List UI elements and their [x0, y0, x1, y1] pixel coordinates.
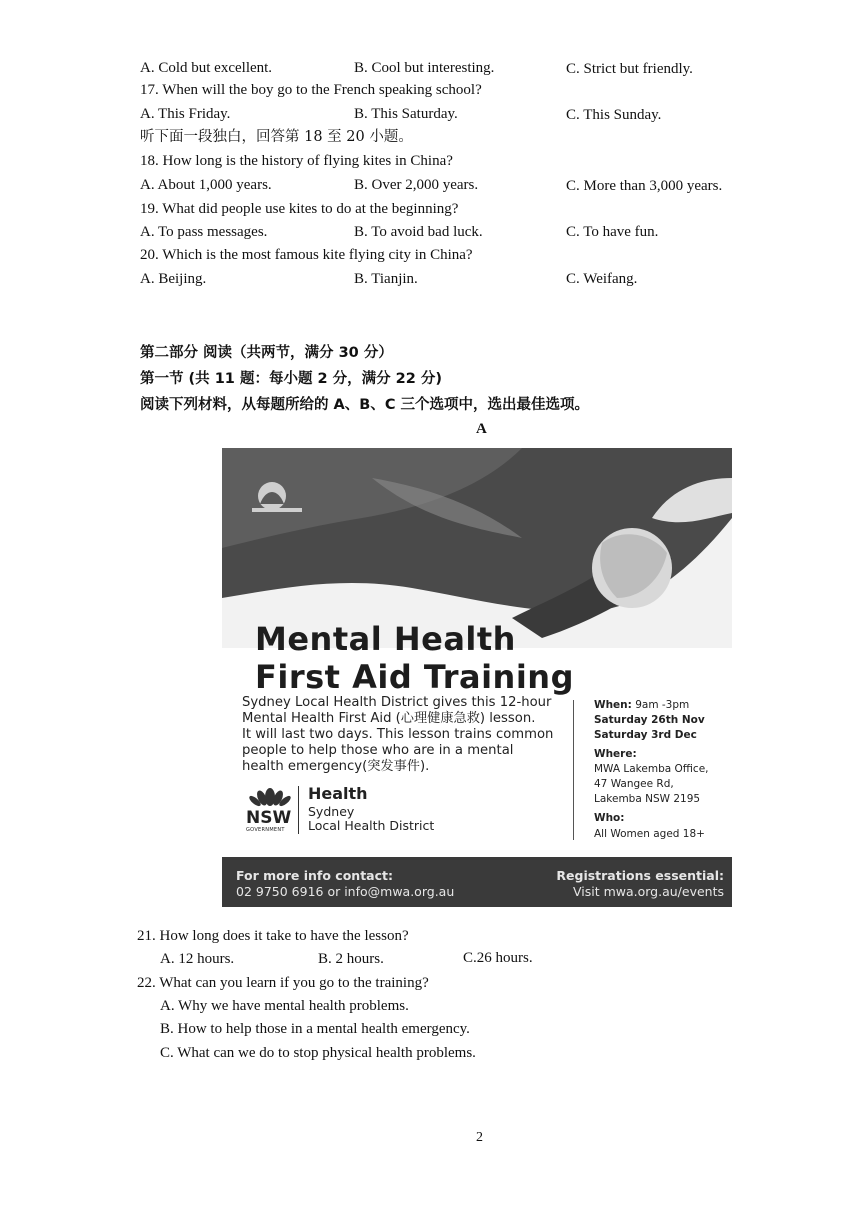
q18-question: 18. How long is the history of flying kites in China?	[140, 153, 453, 169]
reading-instruction: 阅读下列材料，从每题所给的 A、B、C 三个选项中，选出最佳选项。	[140, 397, 590, 413]
when-block	[594, 698, 689, 714]
q16-option-a: A. Cold but excellent.	[140, 60, 273, 76]
q16-option-c: C. Strict but friendly.	[566, 61, 693, 77]
passage-label: A	[476, 421, 487, 437]
q17-option-a: A. This Friday.	[140, 106, 231, 122]
logo-sydney-text: Sydney	[308, 804, 355, 819]
contact-label: For more info contact:	[236, 868, 393, 883]
reading-part-title: 第二部分 阅读（共两节，满分 30 分）	[140, 345, 393, 361]
q22-option-c: C. What can we do to stop physical health problems.	[160, 1045, 476, 1061]
poster-body-line3: It will last two days. This lesson trains common	[242, 727, 554, 742]
logo-health-text: Health	[308, 784, 368, 803]
q17-question: 17. When will the boy go to the French speaking school?	[140, 82, 482, 98]
waratah-icon	[248, 784, 292, 810]
where-label: Where:	[594, 748, 637, 760]
q19-question: 19. What did people use kites to do at the beginning?	[140, 201, 459, 217]
nsw-health-logo	[246, 784, 486, 836]
when-time: 9am -3pm	[635, 699, 690, 711]
q21-option-c: C.26 hours.	[463, 950, 533, 966]
mental-health-poster	[222, 448, 732, 910]
q20-question: 20. Which is the most famous kite flying city in China?	[140, 247, 473, 263]
who-value: All Women aged 18+	[594, 828, 705, 840]
poster-body-line2: Mental Health First Aid (心理健康急救) lesson.	[242, 711, 536, 726]
q17-option-b: B. This Saturday.	[354, 106, 458, 122]
q18-option-c: C. More than 3,000 years.	[566, 178, 723, 194]
poster-body-line5: health emergency(突发事件).	[242, 759, 430, 774]
details-divider	[573, 700, 574, 840]
logo-divider	[298, 786, 299, 834]
q21-option-b: B. 2 hours.	[318, 951, 384, 967]
when-date-1: Saturday 26th Nov	[594, 714, 705, 726]
where-line-3: Lakemba NSW 2195	[594, 793, 701, 805]
poster-body-line4: people to help those who are in a mental	[242, 743, 514, 758]
contact-value: 02 9750 6916 or info@mwa.org.au	[236, 884, 455, 899]
q18-option-b: B. Over 2,000 years.	[354, 177, 479, 193]
where-line-1: MWA Lakemba Office,	[594, 763, 709, 775]
q16-option-b: B. Cool but interesting.	[354, 60, 495, 76]
poster-title-line2: First Aid Training	[255, 658, 574, 696]
when-date-2: Saturday 3rd Dec	[594, 729, 697, 741]
q20-option-c: C. Weifang.	[566, 271, 638, 287]
reading-section-title: 第一节 (共 11 题：每小题 2 分，满分 22 分)	[140, 371, 443, 387]
q18-option-a: A. About 1,000 years.	[140, 177, 272, 193]
poster-title-line1: Mental Health	[255, 620, 516, 658]
where-line-2: 47 Wangee Rd,	[594, 778, 674, 790]
page-number: 2	[476, 1130, 483, 1145]
poster-contact-bar	[222, 857, 732, 907]
q21-option-a: A. 12 hours.	[160, 951, 235, 967]
q22-option-b: B. How to help those in a mental health emergency.	[160, 1021, 470, 1037]
registration-value: Visit mwa.org.au/events	[572, 884, 724, 899]
poster-body-line1: Sydney Local Health District gives this 12-hour	[242, 695, 552, 710]
q20-option-a: A. Beijing.	[140, 271, 207, 287]
q19-option-a: A. To pass messages.	[140, 224, 268, 240]
q20-option-b: B. Tianjin.	[354, 271, 418, 287]
q19-option-c: C. To have fun.	[566, 224, 659, 240]
q19-option-b: B. To avoid bad luck.	[354, 224, 483, 240]
q21-question: 21. How long does it take to have the lesson?	[137, 928, 409, 944]
q17-option-c: C. This Sunday.	[566, 107, 662, 123]
listening-instruction: 听下面一段独白，回答第 18 至 20 小题。	[140, 129, 413, 145]
when-label: When:	[594, 699, 632, 711]
q22-option-a: A. Why we have mental health problems.	[160, 998, 409, 1014]
logo-nsw-text: NSW	[246, 808, 292, 828]
logo-government-text: GOVERNMENT	[246, 827, 285, 833]
poster-photo	[222, 448, 732, 648]
q22-question: 22. What can you learn if you go to the training?	[137, 975, 429, 991]
who-label: Who:	[594, 812, 625, 824]
registration-label: Registrations essential:	[556, 868, 724, 883]
logo-district-text: Local Health District	[308, 818, 435, 833]
